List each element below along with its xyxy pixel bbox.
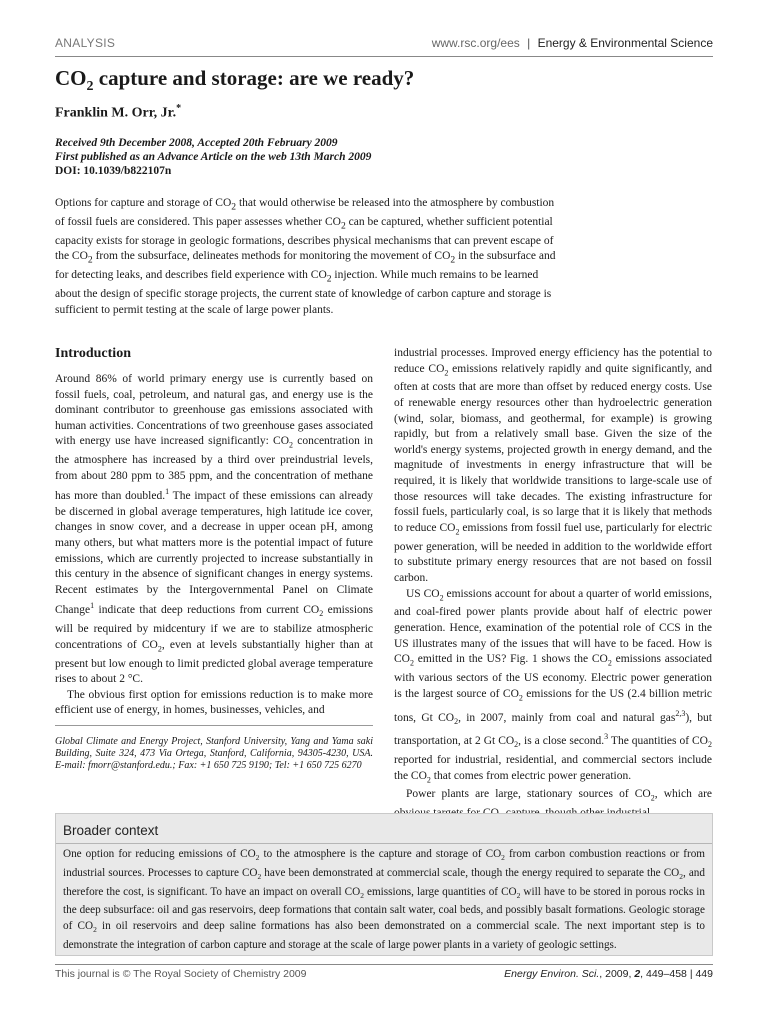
received-date: Received 9th December 2008, Accepted 20th February 2009 bbox=[55, 137, 338, 149]
section-label: ANALYSIS bbox=[55, 36, 116, 50]
paragraph: industrial processes. Improved energy efficiency has the potential to reduce $CO_2$ emissions relatively rapidly and quite significantly, and often at costs that are more than offset by reduced energy costs. Use of renewable energy resources other than hydroelectric generation (wind, solar, biomass, and geothermal, for example) is growing rapidly, but from a relatively small base. Given the size of the world's energy systems, projected growth in energy demand, and the magnitude of investments in energy infrastructure that will be required, it is likely that worldwide transitions to large-scale use of those resources will take decades. The existing infrastructure for fossil fuels, particularly coal, is so large that it is likely that methods to reduce $CO_2$ emissions from fossil fuel use, particularly for electric power generation, will be needed in addition to the worldwide effort to substitute primary energy resources that are not based on fossil carbon. bbox=[394, 347, 713, 584]
running-header bbox=[55, 36, 713, 54]
paragraph: Around 86% of world primary energy use is currently based on fossil fuels, coal, petroleum, and natural gas, and energy use is the dominant contributor to greenhouse gas emissions associated with human activities. Concentrations of two greenhouse gases associated with energy use have increased significantly: $CO_2$ concentration in the atmosphere has increased by a third over preindustrial levels, from about 280 ppm to 385 ppm, and the concentration of methane has more than doubled.$^1$ The impact of these emissions can already be discerned in global average temperatures, high latitude ice cover, changes in snow cover, and a decrease in upper ocean pH, among many others, but what matters more is the potential impact of future emissions, which are currently projected to increase substantially in this century in the absence of significant changes in energy systems. Recent estimates by the Intergovernmental Panel on Climate Change$^1$ indicate that deep reductions from current $CO_2$ emissions will be required by midcentury if we are to stabilize atmospheric concentrations of $CO_2$, even at levels substantially higher than at present but low enough to limit predicted global average temperature rises to about 2 °C. bbox=[55, 373, 373, 686]
page-number: 449 bbox=[695, 968, 713, 980]
journal-header bbox=[432, 36, 713, 50]
broader-context-rule bbox=[56, 843, 712, 844]
affiliation-footnote: Global Climate and Energy Project, Stanford University, Yang and Yama saki Building, Suite 324, 473 Via Ortega, Stanford, California, 94305-4230, USA. E-mail: fmorr@stanford.edu.; Fax: +1 650 725 9190; Tel: +1 650 725 6270 bbox=[55, 736, 373, 772]
author-name: Franklin M. Orr, Jr.* bbox=[55, 103, 182, 121]
footnote-rule bbox=[55, 725, 373, 726]
published-date: First published as an Advance Article on the web 13th March 2009 bbox=[55, 151, 372, 163]
column-left bbox=[55, 345, 373, 719]
broader-context-box bbox=[55, 813, 713, 956]
paragraph: Power plants are large, stationary sources of $CO_2$, which are bbox=[406, 788, 712, 803]
column-right bbox=[394, 346, 712, 825]
copyright-notice: This journal is © The Royal Society of Chemistry 2009 bbox=[55, 968, 307, 980]
journal-url[interactable]: www.rsc.org/ees bbox=[431, 36, 520, 50]
paragraph: The obvious first option for emissions reduction is to make more efficient use of energy, in homes, businesses, vehicles, and bbox=[55, 688, 373, 717]
journal-name: Energy & Environmental Science bbox=[537, 36, 713, 50]
doi[interactable]: DOI: 10.1039/b822107n bbox=[55, 165, 172, 177]
header-separator: | bbox=[527, 36, 531, 50]
footer-rule bbox=[55, 964, 713, 965]
article-dates bbox=[55, 136, 371, 178]
citation-footer: Energy Environ. Sci., 2009, 2, 449–458 | 449 bbox=[504, 968, 713, 980]
author-footnote-mark[interactable]: * bbox=[176, 103, 182, 114]
broader-context-text: One option for reducing emissions of $CO_2$ to the atmosphere is the capture and storage of $CO_2$ from carbon combustion reactions or from industrial sources. Processes to capture $CO_2$ have been demonstrated at commercial scale, though the energy required to separate the $CO_2$, and therefore the cost, is significant. To have an impact on overall $CO_2$ emissions, large quantities of $CO_2$ will have to be stored in porous rocks in the deep subsurface: oil and gas reservoirs, deep formations that contain salt water, coal beds, and possibly basalt formations. Geologic storage of $CO_2$ in oil reservoirs and deep saline formations has also been demonstrated on a commercial scale. The next important step is to demonstrate the integration of carbon capture and storage at the scale of large power plants in a variety of geologic settings. bbox=[63, 848, 705, 951]
broader-context-title: Broader context bbox=[63, 823, 159, 838]
paragraph: US $CO_2$ emissions account for about a quarter of world emissions, and coal-fired power plants provide about half of electric power generation. Hence, examination of the potential role of CCS in the US illustrates many of the issues that will have to be faced. How is $CO_2$ emitted in the US? Fig. 1 shows the $CO_2$ emissions associated with various sectors of the US economy. Electric power generation is the largest source of $CO_2$ emissions for the US (2.4 billion metric tons, Gt $CO_2$, in 2007, mainly from coal and natural gas$^{2,3}$), but transportation, at 2 Gt $CO_2$, is a close second.$^3$ The quantities of $CO_2$ reported for industrial, residential, and commercial sectors include the $CO_2$ that comes from electric power generation. bbox=[394, 587, 712, 784]
header-rule bbox=[55, 56, 713, 57]
section-heading-introduction: Introduction bbox=[55, 346, 131, 361]
abstract: Options for capture and storage of $CO_2$ that would otherwise be released into the atmosphere by combustion of fossil fuels are considered. This paper assesses whether $CO_2$ can be captured, whether sufficient potential capacity exists for storage in geologic formations, describes physical mechanisms that can prevent escape of the $CO_2$ from the subsurface, delineates methods for monitoring the movement of $CO_2$ in the subsurface and for detecting leaks, and describes field experience with $CO_2$ injection. While much remains to be learned about the design of specific storage projects, the current state of knowledge of carbon capture and storage is sufficient to permit testing at the scale of large power plants. bbox=[55, 197, 556, 316]
article-title: $CO_2$ capture and storage: are we ready? bbox=[55, 66, 415, 95]
